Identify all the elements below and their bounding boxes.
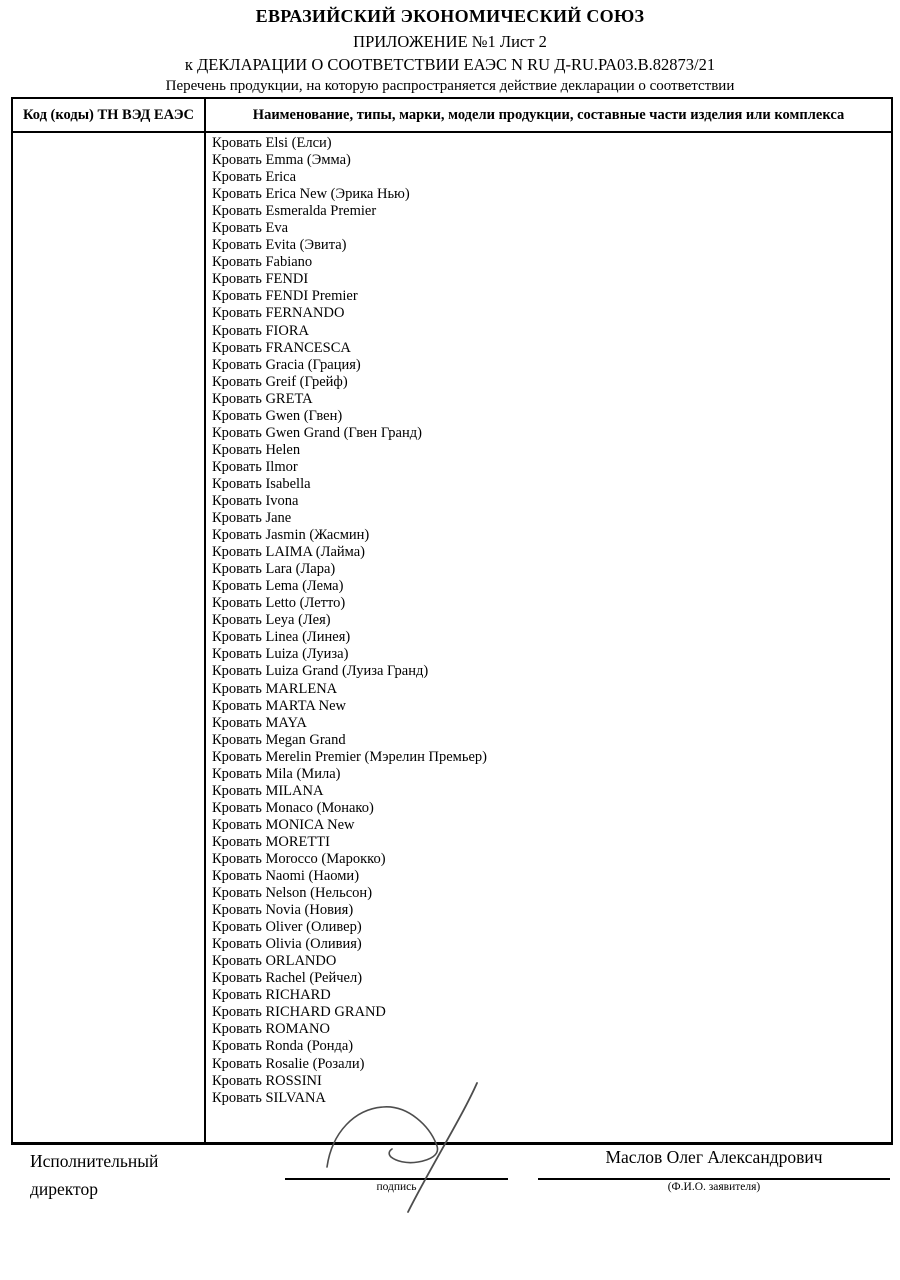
document-header <box>0 6 900 95</box>
product-item: Кровать Olivia (Оливия) <box>212 936 362 953</box>
product-item: Кровать FERNANDO <box>212 305 345 322</box>
column-header-tnved-code: Код (коды) ТН ВЭД ЕАЭС <box>12 98 205 132</box>
product-item: Кровать Luiza (Луиза) <box>212 646 349 663</box>
product-item: Кровать MILANA <box>212 782 324 799</box>
product-item: Кровать Evita (Эвита) <box>212 237 347 254</box>
product-item: Кровать Helen <box>212 441 301 458</box>
product-item: Кровать Megan Grand <box>212 731 346 748</box>
column-header-product-name: Наименование, типы, марки, модели продукции, составные части изделия или комплекса <box>205 98 892 132</box>
product-item: Кровать Oliver (Оливер) <box>212 919 362 936</box>
product-item: Кровать Jasmin (Жасмин) <box>212 527 370 544</box>
product-item: Кровать SILVANA <box>212 1089 326 1106</box>
product-item: Кровать Lara (Лара) <box>212 561 336 578</box>
product-item: Кровать Jane <box>212 510 292 527</box>
product-item: Кровать MARTA New <box>212 697 346 714</box>
product-item: Кровать Monaco (Монако) <box>212 799 374 816</box>
product-item: Кровать Erica <box>212 169 297 186</box>
product-item: Кровать Naomi (Наоми) <box>212 868 360 885</box>
product-item: Кровать Rosalie (Розали) <box>212 1055 365 1072</box>
org-title: ЕВРАЗИЙСКИЙ ЭКОНОМИЧЕСКИЙ СОЮЗ <box>255 6 645 26</box>
product-item: Кровать Nelson (Нельсон) <box>212 885 373 902</box>
products-table <box>11 97 893 1145</box>
product-item: Кровать Esmeralda Premier <box>212 203 377 220</box>
product-item: Кровать FRANCESCA <box>212 339 351 356</box>
product-item: Кровать Rachel (Рейчел) <box>212 970 363 987</box>
product-item: Кровать Gwen (Гвен) <box>212 407 343 424</box>
product-item: Кровать Emma (Эмма) <box>212 152 351 169</box>
product-item: Кровать Merelin Premier (Мэрелин Премьер) <box>212 748 487 765</box>
product-item: Кровать RICHARD GRAND <box>212 1004 386 1021</box>
product-item: Кровать Ilmor <box>212 458 298 475</box>
product-item: Кровать MAYA <box>212 714 307 731</box>
product-item: Кровать Fabiano <box>212 254 313 271</box>
product-item: Кровать Gracia (Грация) <box>212 356 361 373</box>
handwritten-signature <box>300 1070 500 1230</box>
product-item: Кровать MORETTI <box>212 833 330 850</box>
executive-position-label: Исполнительный директор <box>30 1151 159 1199</box>
product-item: Кровать RICHARD <box>212 987 331 1004</box>
product-item: Кровать Gwen Grand (Гвен Гранд) <box>212 424 422 441</box>
appendix-line: ПРИЛОЖЕНИЕ №1 Лист 2 <box>353 32 547 51</box>
product-item: Кровать Greif (Грейф) <box>212 373 348 390</box>
product-item: Кровать ROMANO <box>212 1021 330 1038</box>
product-item: Кровать Letto (Летто) <box>212 595 346 612</box>
product-item: Кровать Lema (Лема) <box>212 578 344 595</box>
product-item: Кровать FIORA <box>212 322 309 339</box>
declaration-number-line: к ДЕКЛАРАЦИИ О СООТВЕТСТВИИ ЕАЭС N RU Д-RU.РА03.В.82873/21 <box>184 55 716 74</box>
product-item: Кровать Elsi (Елси) <box>212 135 332 151</box>
product-item: Кровать Ivona <box>212 492 299 509</box>
product-item: Кровать Linea (Линея) <box>212 629 351 646</box>
applicant-name-caption: (Ф.И.О. заявителя) <box>667 1181 761 1193</box>
product-item: Кровать MARLENA <box>212 680 338 697</box>
product-item: Кровать ORLANDO <box>212 953 337 970</box>
product-item: Кровать ROSSINI <box>212 1072 322 1089</box>
signature-caption: подпись <box>376 1181 417 1193</box>
product-item: Кровать Morocco (Марокко) <box>212 850 386 867</box>
product-item: Кровать GRETA <box>212 390 313 407</box>
applicant-name-line <box>538 1178 890 1180</box>
product-item: Кровать FENDI Premier <box>212 288 358 305</box>
product-item: Кровать Mila (Мила) <box>212 765 341 782</box>
product-item: Кровать Isabella <box>212 475 311 492</box>
product-list-cell <box>205 132 892 1143</box>
product-item: Кровать Eva <box>212 220 289 237</box>
product-item: Кровать Luiza Grand (Луиза Гранд) <box>212 663 429 680</box>
applicant-name: Маслов Олег Александрович <box>605 1147 823 1167</box>
table-body-row <box>12 132 892 1143</box>
product-item: Кровать MONICA New <box>212 816 355 833</box>
product-item: Кровать Ronda (Ронда) <box>212 1038 354 1055</box>
product-item: Кровать FENDI <box>212 271 309 288</box>
tnved-code-cell <box>12 132 205 1143</box>
product-item: Кровать Leya (Лея) <box>212 612 331 629</box>
product-list <box>212 135 885 1107</box>
document-subtitle: Перечень продукции, на которую распространяется действие декларации о соответствии <box>165 78 735 94</box>
product-item: Кровать Novia (Новия) <box>212 902 354 919</box>
table-header-row <box>12 98 892 132</box>
product-item: Кровать Erica New (Эрика Нью) <box>212 186 410 203</box>
product-item: Кровать LAIMA (Лайма) <box>212 544 366 561</box>
